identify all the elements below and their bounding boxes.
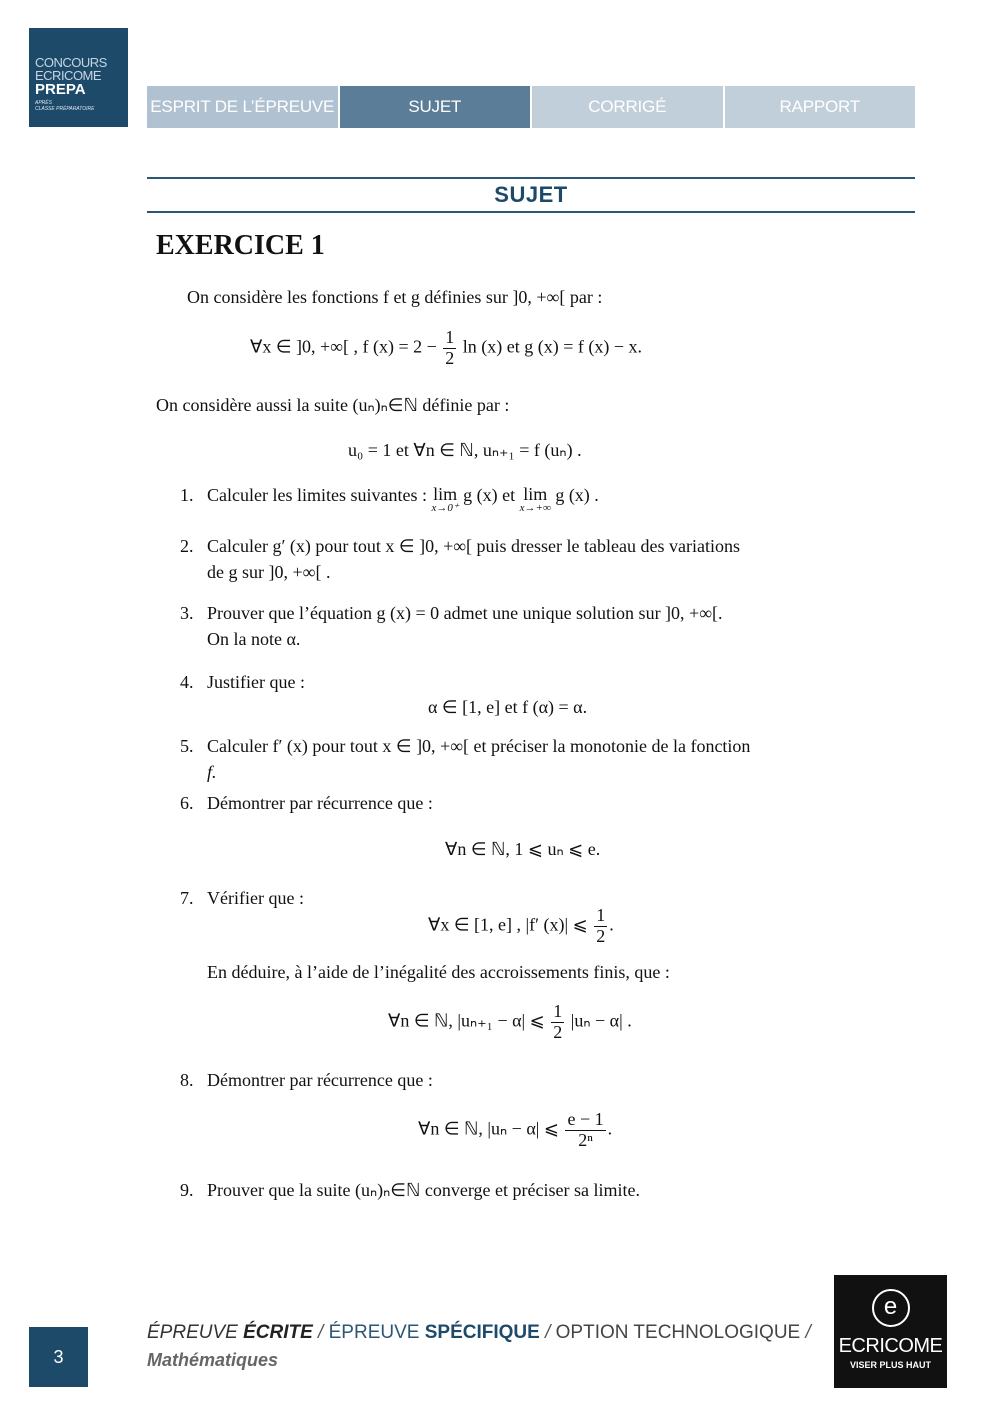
fraction-e-minus-1 xyxy=(565,1110,605,1151)
question-number: 2. xyxy=(180,536,194,556)
intro-text: On considère les fonctions f et g définies sur ]0, +∞[ par : xyxy=(187,287,603,307)
lim-word: lim xyxy=(523,484,548,504)
question-number: 6. xyxy=(180,793,194,813)
question-5-line-1: Calculer f′ (x) pour tout x ∈ ]0, +∞[ et préciser la monotonie de la fonction xyxy=(207,736,751,756)
lim-sub: x→0⁺ xyxy=(431,502,459,514)
frac-num: 1 xyxy=(596,905,606,925)
q7-math2-a: ∀n ∈ ℕ, |uₙ₊₁ − α| ⩽ xyxy=(388,1010,545,1031)
footer-part-5: OPTION TECHNOLOGIQUE xyxy=(555,1322,801,1343)
footer-part-1: ÉPREUVE xyxy=(147,1322,244,1343)
question-8-math xyxy=(418,1110,612,1151)
frac-den: 2 xyxy=(553,1021,563,1042)
q7-math-a: ∀x ∈ [1, e] , |f′ (x)| ⩽ xyxy=(428,914,588,935)
page-number: 3 xyxy=(29,1327,88,1387)
frac-num: e − 1 xyxy=(567,1109,604,1129)
lim-sub: x→+∞ xyxy=(519,502,551,514)
question-number: 8. xyxy=(180,1070,194,1090)
logo-line-concours: CONCOURS xyxy=(35,55,107,70)
logo-apres: APRÈS xyxy=(35,100,52,106)
concours-logo xyxy=(29,28,128,127)
fraction-one-half xyxy=(551,1002,564,1043)
footer-subject: Mathématiques xyxy=(147,1350,279,1370)
q8-math-b: . xyxy=(607,1118,613,1139)
section-title: SUJET xyxy=(147,177,915,213)
e-logo-icon: e xyxy=(872,1289,910,1327)
question-2-line-2: de g sur ]0, +∞[ . xyxy=(207,562,331,582)
logo-line-prepa: PREPA xyxy=(35,81,86,98)
question-6-line-1: Démontrer par récurrence que : xyxy=(207,793,433,813)
question-7-line-2: En déduire, à l’aide de l’inégalité des accroissements finis, que : xyxy=(207,962,670,982)
brand-tagline: VISER PLUS HAUT xyxy=(849,1360,931,1370)
intro-suite: On considère aussi la suite (uₙ)ₙ∈ℕ définie par : xyxy=(156,395,510,415)
fraction-one-half xyxy=(594,906,607,947)
def-fg-part-a: ∀x ∈ ]0, +∞[ , f (x) = 2 − xyxy=(250,336,437,357)
tab-corrige[interactable]: CORRIGÉ xyxy=(532,86,723,128)
definition-f-g xyxy=(250,328,642,369)
tab-esprit[interactable]: ESPRIT DE L’ÉPREUVE xyxy=(147,86,338,128)
question-4-line-1: Justifier que : xyxy=(207,672,305,692)
question-2-line-1: Calculer g′ (x) pour tout x ∈ ]0, +∞[ puis dresser le tableau des variations xyxy=(207,536,740,556)
footer-part-4: SPÉCIFIQUE xyxy=(424,1322,540,1343)
question-number: 4. xyxy=(180,672,194,692)
question-3-line-2: On la note α. xyxy=(207,629,301,649)
lim-word: lim xyxy=(433,484,458,504)
logo-line-apres xyxy=(35,101,122,112)
q7-math2-b: |uₙ − α| . xyxy=(570,1010,632,1031)
logo-classe: CLASSE PRÉPARATOIRE xyxy=(35,105,95,112)
footer-sep-3: / xyxy=(800,1322,811,1343)
exercise-title: EXERCICE 1 xyxy=(156,230,325,261)
footer-part-3: ÉPREUVE xyxy=(328,1322,425,1343)
question-4-math: α ∈ [1, e] et f (α) = α. xyxy=(428,697,588,717)
question-8-line-1: Démontrer par récurrence que : xyxy=(207,1070,433,1090)
ecricome-brand-logo xyxy=(834,1275,947,1388)
brand-name: ECRICOME xyxy=(838,1335,943,1357)
question-7-math xyxy=(428,906,614,947)
frac-den: 2ⁿ xyxy=(578,1129,593,1150)
question-6-math: ∀n ∈ ℕ, 1 ⩽ uₙ ⩽ e. xyxy=(445,839,601,859)
question-number: 5. xyxy=(180,736,194,756)
footer-part-2: ÉCRITE xyxy=(243,1322,313,1343)
question-3-line-1: Prouver que l’équation g (x) = 0 admet une unique solution sur ]0, +∞[. xyxy=(207,603,723,623)
tab-bar xyxy=(147,86,915,128)
fraction-one-half xyxy=(443,328,456,369)
def-fg-part-b: ln (x) et g (x) = f (x) − x. xyxy=(462,336,643,357)
question-5-line-2: f. xyxy=(207,762,217,782)
question-7-line-1: Vérifier que : xyxy=(207,888,304,908)
question-9-line-1: Prouver que la suite (uₙ)ₙ∈ℕ converge et préciser sa limite. xyxy=(207,1180,640,1200)
question-number: 1. xyxy=(180,485,194,505)
footer-epreuve xyxy=(147,1322,811,1344)
frac-den: 2 xyxy=(445,347,455,368)
tab-sujet[interactable]: SUJET xyxy=(340,86,531,128)
logo-line-ecricome: ECRICOME xyxy=(35,68,102,83)
tab-rapport[interactable]: RAPPORT xyxy=(725,86,916,128)
footer-sep-2: / xyxy=(539,1322,556,1343)
q1-g2: g (x) . xyxy=(555,485,599,505)
question-number: 3. xyxy=(180,603,194,623)
frac-den: 2 xyxy=(596,925,606,946)
q1-text: Calculer les limites suivantes : xyxy=(207,485,427,505)
q7-math-b: . xyxy=(609,914,614,935)
frac-num: 1 xyxy=(553,1001,563,1021)
question-7-math-2 xyxy=(388,1002,632,1043)
question-number: 7. xyxy=(180,888,194,908)
footer-sep-1: / xyxy=(312,1322,329,1343)
q8-math-a: ∀n ∈ ℕ, |uₙ − α| ⩽ xyxy=(418,1118,559,1139)
limit-infinity xyxy=(520,485,551,514)
limit-zero xyxy=(431,485,458,514)
frac-num: 1 xyxy=(445,327,455,347)
question-1 xyxy=(207,485,599,514)
q1-g1: g (x) et xyxy=(463,485,516,505)
definition-suite: u₀ = 1 et ∀n ∈ ℕ, uₙ₊₁ = f (uₙ) . xyxy=(348,440,582,460)
question-number: 9. xyxy=(180,1180,194,1200)
